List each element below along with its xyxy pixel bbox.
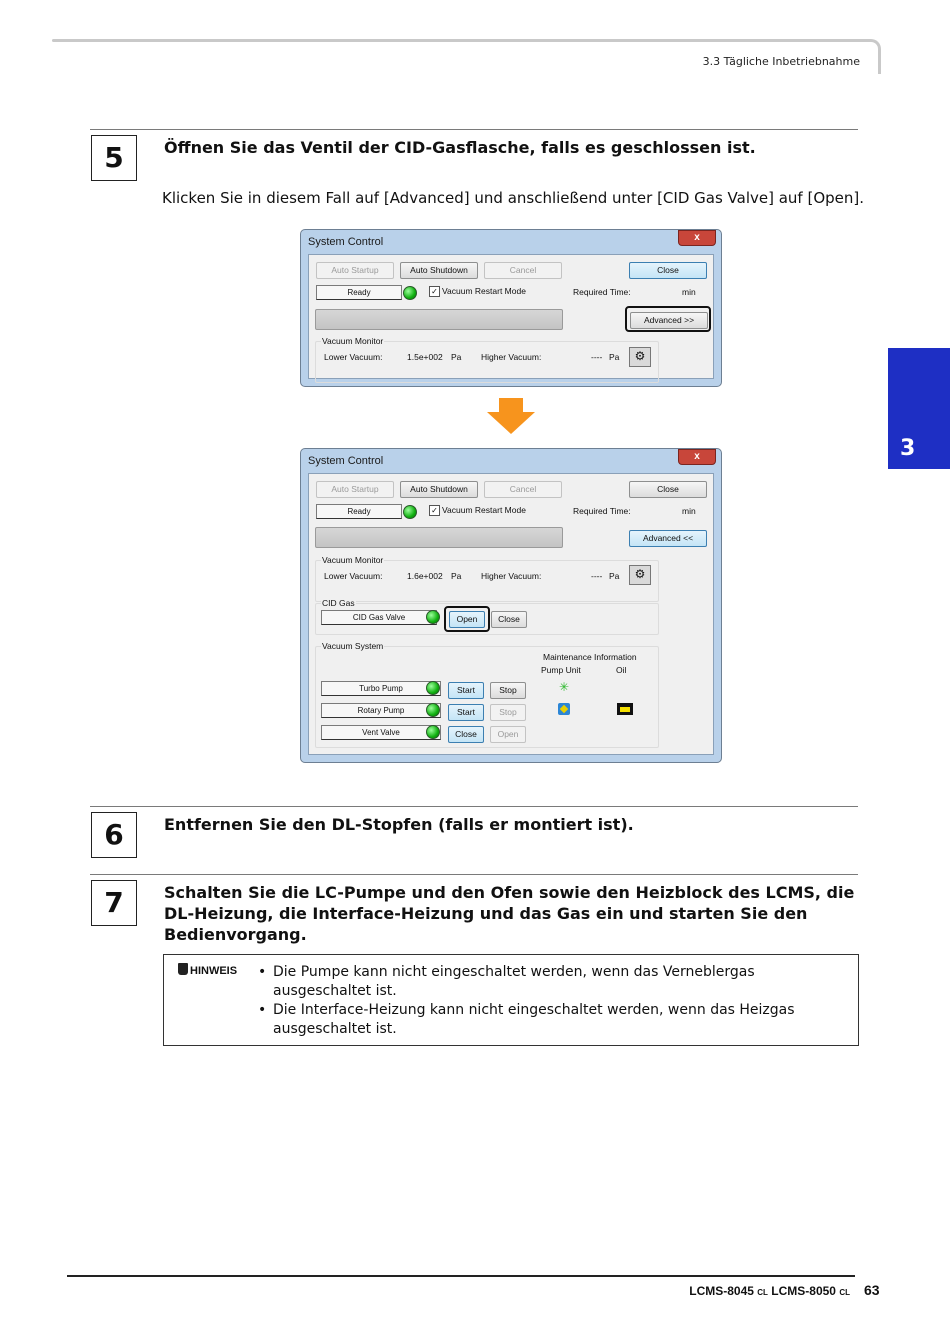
auto-shutdown-button[interactable]: Auto Shutdown (400, 262, 478, 279)
note-label (178, 963, 237, 977)
rotary-stop-button[interactable]: Stop (490, 704, 526, 721)
turbo-stop-button[interactable]: Stop (490, 682, 526, 699)
pump-settings-icon[interactable]: ⚙ (629, 347, 651, 367)
vent-valve-field: Vent Valve (321, 725, 441, 740)
vent-open-button[interactable]: Open (490, 726, 526, 743)
dialog-title: System Control (308, 236, 384, 248)
chapter-number: 3 (900, 436, 916, 461)
turbo-start-button[interactable]: Start (448, 682, 484, 699)
oil-warning-icon (617, 703, 633, 715)
oil-label: Oil (616, 665, 627, 675)
status-field: Ready (316, 504, 402, 519)
open-highlight (444, 606, 490, 632)
pump-unit-label: Pump Unit (541, 665, 581, 675)
advanced-highlight (625, 306, 711, 332)
close-button[interactable]: Close (629, 262, 707, 279)
vacuum-monitor-label: Vacuum Monitor (322, 336, 384, 346)
required-time-unit: min (682, 506, 696, 516)
auto-startup-button[interactable]: Auto Startup (316, 262, 394, 279)
step6-heading: Entfernen Sie den DL-Stopfen (falls er montiert ist). (164, 815, 634, 834)
advanced-button[interactable]: Advanced << (629, 530, 707, 547)
higher-vacuum-label: Higher Vacuum: (481, 352, 542, 362)
step7-heading: Schalten Sie die LC-Pumpe und den Ofen sowie den Heizblock des LCMS, die DL-Heizung, die Interface-Heizung und das Gas ein und starten Sie den Bedienvorgang. (164, 883, 855, 944)
vacuum-restart-label: Vacuum Restart Mode (442, 505, 526, 515)
dialog-title: System Control (308, 455, 384, 467)
dialog-client (308, 254, 714, 379)
status-field: Ready (316, 285, 402, 300)
cid-open-button[interactable]: Open (449, 611, 485, 628)
rotary-pump-led (426, 703, 440, 717)
required-time-label: Required Time: (573, 287, 631, 297)
vacuum-monitor-group (315, 341, 659, 383)
close-button[interactable]: Close (629, 481, 707, 498)
required-time-unit: min (682, 287, 696, 297)
section-title: 3.3 Tägliche Inbetriebnahme (702, 55, 860, 68)
footer-rule (67, 1275, 855, 1277)
note-box (163, 954, 859, 1046)
pump-unit-ok-icon: ✳ (558, 680, 570, 694)
higher-vacuum-unit: Pa (609, 571, 620, 581)
lower-vacuum-value: 1.5e+002 (407, 352, 443, 362)
header-rule (52, 39, 872, 42)
status-led (403, 286, 417, 300)
auto-startup-button[interactable]: Auto Startup (316, 481, 394, 498)
model-2: LCMS-8050 (771, 1284, 836, 1298)
progress-bar (315, 309, 563, 330)
vacuum-monitor-label: Vacuum Monitor (322, 555, 384, 565)
vent-close-button[interactable]: Close (448, 726, 484, 743)
vacuum-system-label: Vacuum System (322, 641, 384, 651)
status-led (403, 505, 417, 519)
vacuum-restart-checkbox[interactable]: ✓ (429, 505, 440, 516)
system-control-dialog-2 (300, 448, 722, 763)
required-time-label: Required Time: (573, 506, 631, 516)
rotary-start-button[interactable]: Start (448, 704, 484, 721)
step5-heading: Öffnen Sie das Ventil der CID-Gasflasche, falls es geschlossen ist. (164, 138, 756, 157)
rotary-pump-field: Rotary Pump (321, 703, 441, 718)
vacuum-restart-checkbox[interactable]: ✓ (429, 286, 440, 297)
auto-shutdown-button[interactable]: Auto Shutdown (400, 481, 478, 498)
pen-icon (178, 963, 188, 975)
model-1-suffix: CL (757, 1288, 768, 1297)
vacuum-restart-label: Vacuum Restart Mode (442, 286, 526, 296)
turbo-pump-led (426, 681, 440, 695)
lower-vacuum-label: Lower Vacuum: (324, 352, 383, 362)
note-label-text: HINWEIS (190, 965, 238, 977)
step6-rule (90, 806, 858, 807)
cid-gas-led (426, 610, 440, 624)
cancel-button[interactable]: Cancel (484, 481, 562, 498)
close-window-button[interactable]: x (678, 230, 716, 246)
footer-models (689, 1284, 850, 1298)
step7-rule (90, 874, 858, 875)
note-list (256, 963, 833, 1039)
cid-close-button[interactable]: Close (491, 611, 527, 628)
dialog-client (308, 473, 714, 755)
cancel-button[interactable]: Cancel (484, 262, 562, 279)
cid-gas-label: CID Gas (322, 598, 355, 608)
vent-valve-led (426, 725, 440, 739)
higher-vacuum-label: Higher Vacuum: (481, 571, 542, 581)
higher-vacuum-value: ---- (591, 352, 603, 362)
header-corner (862, 39, 881, 74)
page-number: 63 (864, 1282, 880, 1298)
turbo-pump-field: Turbo Pump (321, 681, 441, 696)
progress-bar (315, 527, 563, 548)
close-window-button[interactable]: x (678, 449, 716, 465)
lower-vacuum-value: 1.6e+002 (407, 571, 443, 581)
vacuum-monitor-group (315, 560, 659, 602)
note-item: • Die Pumpe kann nicht eingeschaltet werden, wenn das Verneblergas ausgeschaltet ist. (256, 963, 833, 1001)
higher-vacuum-value: ---- (591, 571, 603, 581)
chapter-tab (888, 348, 950, 469)
pump-settings-icon[interactable]: ⚙ (629, 565, 651, 585)
note-item: • Die Interface-Heizung kann nicht eingeschaltet werden, wenn das Heizgas ausgeschaltet ist. (256, 1001, 833, 1039)
higher-vacuum-unit: Pa (609, 352, 620, 362)
step6-number: 6 (91, 812, 137, 858)
model-2-suffix: CL (839, 1288, 850, 1297)
pump-unit-status-icon (558, 703, 570, 715)
cid-gas-valve-field: CID Gas Valve (321, 610, 437, 625)
step7-number: 7 (91, 880, 137, 926)
system-control-dialog-1 (300, 229, 722, 387)
model-1: LCMS-8045 (689, 1284, 754, 1298)
lower-vacuum-unit: Pa (451, 352, 462, 362)
lower-vacuum-label: Lower Vacuum: (324, 571, 383, 581)
step5-text: Klicken Sie in diesem Fall auf [Advanced] und anschließend unter [CID Gas Valve] auf [Open]. (162, 189, 864, 207)
advanced-button[interactable]: Advanced >> (630, 312, 708, 329)
step5-rule (90, 129, 858, 130)
maintenance-info-label: Maintenance Information (543, 652, 637, 662)
lower-vacuum-unit: Pa (451, 571, 462, 581)
step5-number: 5 (91, 135, 137, 181)
